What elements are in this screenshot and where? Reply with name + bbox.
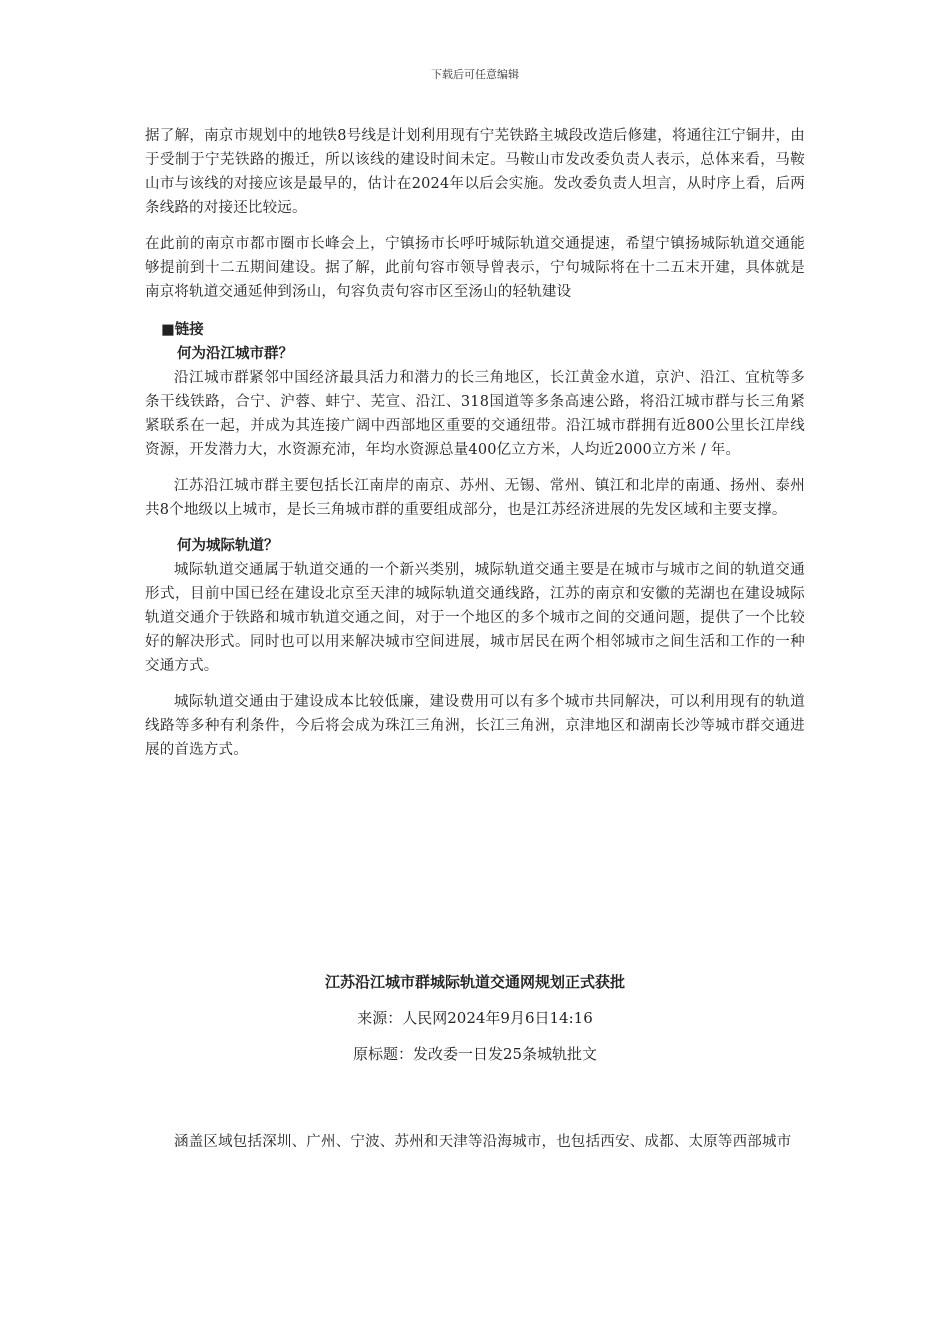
link-section: [145, 318, 805, 762]
article-body: [145, 1130, 805, 1166]
paragraph-jiangsu-cluster-cities: 江苏沿江城市群主要包括长江南岸的南京、苏州、无锡、常州、镇江和北岸的南通、扬州、泰州共8个地级以上城市，是长三角城市群的重要组成部分，也是江苏经济进展的先发区域和主要支撑。: [145, 478, 805, 518]
question-riverside-city-cluster: 何为沿江城市群？: [177, 345, 293, 362]
page-header-note: 下载后可任意编辑: [431, 68, 519, 81]
paragraph-metro-line-8: 据了解，南京市规划中的地铁8号线是计划利用现有宁芜铁路主城段改造后修建，将通往江宁铜井，由于受制于宁芜铁路的搬迁，所以该线的建设时间未定。马鞍山市发改委负责人表示，总体来看，马鞍山市与该线的对接应该是最早的，估计在2024年以后会实施。发改委负责人坦言，从时序上看，后两条线路的对接还比较远。: [145, 128, 805, 216]
paragraph-coverage-area: 涵盖区域包括深圳、广州、宁波、苏州和天津等沿海城市，也包括西安、成都、太原等西部城市: [174, 1134, 792, 1150]
paragraph-mayors-summit: 在此前的南京市都市圈市长峰会上，宁镇扬市长呼吁城际轨道交通提速，希望宁镇扬城际轨道交通能够提前到十二五期间建设。据了解，此前句容市领导曾表示，宁句城际将在十二五末开建，具体就是南京将轨道交通延伸到汤山，句容负责句容市区至汤山的轻轨建设: [145, 236, 805, 300]
article-header: [0, 970, 950, 1078]
article-original-title: 原标题：发改委一日发25条城轨批文: [352, 1045, 598, 1063]
paragraph-intercity-rail-outlook: 城际轨道交通由于建设成本比较低廉，建设费用可以有多个城市共同解决，可以利用现有的轨道线路等多种有利条件，今后将会成为珠江三角洲，长江三角洲，京津地区和湖南长沙等城市群交通进展的首选方式。: [145, 694, 805, 758]
document-body: [145, 124, 805, 774]
paragraph-riverside-cluster-overview: 沿江城市群紧邻中国经济最具活力和潜力的长三角地区，长江黄金水道，京沪、沿江、宜杭等多条干线铁路，合宁、沪蓉、蚌宁、芜宣、沿江、318国道等多条高速公路，将沿江城市群与长三角紧紧联系在一起，并成为其连接广阔中西部地区重要的交通纽带。沿江城市群拥有近800公里长江岸线资源，开发潜力大，水资源充沛，年均水资源总量400亿立方米，人均近2000立方米 / 年。: [145, 370, 805, 458]
paragraph-intercity-rail-definition: 城际轨道交通属于轨道交通的一个新兴类别，城际轨道交通主要是在城市与城市之间的轨道交通形式，目前中国已经在建设北京至天津的城际轨道交通线路，江苏的南京和安徽的芜湖也在建设城际轨道交通介于铁路和城市轨道交通之间，对于一个地区的多个城市之间的交通问题，提供了一个比较好的解决形式。同时也可以用来解决城市空间进展，城市居民在两个相邻城市之间生活和工作的一种交通方式。: [145, 562, 805, 674]
question-intercity-rail: 何为城际轨道？: [177, 537, 279, 554]
link-section-heading: ■链接: [161, 321, 204, 338]
article-source: 来源：人民网2024年9月6日14:16: [357, 1009, 593, 1027]
article-title: 江苏沿江城市群城际轨道交通网规划正式获批: [324, 973, 625, 991]
